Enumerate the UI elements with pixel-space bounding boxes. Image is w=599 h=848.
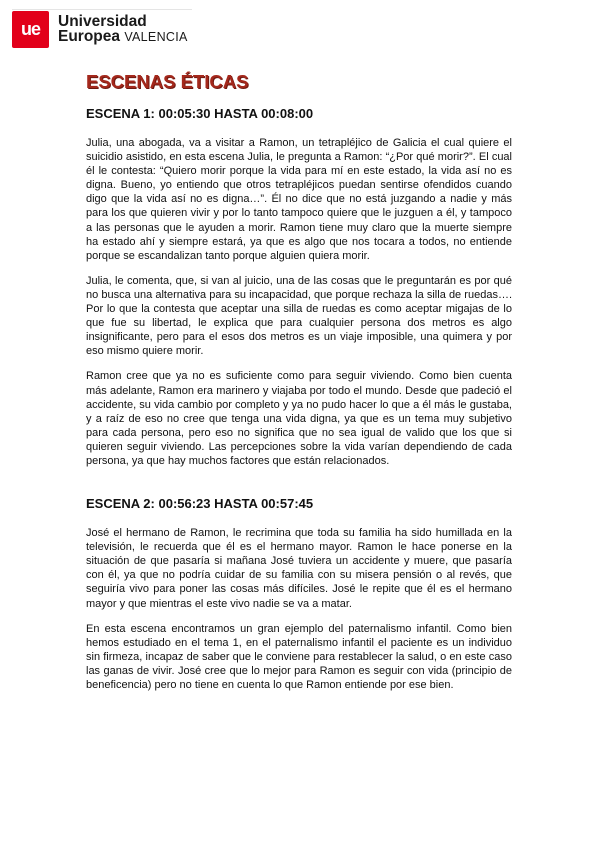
- scene-1-paragraph-3: Ramon cree que ya no es suficiente como para seguir viviendo. Como bien cuenta más adelante, Ramon era marinero y viajaba por todo el mundo. Desde que padeció el accidente, su vida cambio por completo y ya no pudo hacer lo que a él más le gustaba, y a raíz de eso no cree que tenga una vida digna, ya que es un tema muy subjetivo para cada persona, pero eso no significa que no sea igual de valido que los que si quieren seguir viviendo. Las percepciones sobre la vida varían dependiendo de cada persona, ya que hay muchos factores que están relacionados.: [86, 370, 512, 467]
- scene-2-heading: ESCENA 2: 00:56:23 HASTA 00:57:45: [86, 496, 314, 512]
- scene-2-paragraph-2: En esta escena encontramos un gran ejemplo del paternalismo infantil. Como bien hemos estudiado en el tema 1, en el paternalismo infantil el paciente es un individuo sin firmeza, incapaz de saber que le conviene para restablecer la salud, o en este caso las ganas de vivir. José cree que lo mejor para Ramon es seguir con vida (principio de beneficencia) pero no tiene en cuenta lo que Ramon entiende por ese bien.: [86, 622, 512, 691]
- logo-city: VALENCIA: [124, 29, 188, 44]
- university-logo: [12, 10, 188, 48]
- logo-wordmark: [58, 14, 188, 45]
- scene-2-paragraph-1: José el hermano de Ramon, le recrimina que toda su familia ha sido humillada en la televisión, le recuerda que él es el hermano mayor. Ramon le hace ponerse en la situación de que pasaría si mañana José tuviera un accidente y muere, que pasaría con él, ya que no podría cuidar de su familia con su misera pensión o al revés, que seguiría vivo para poner las cosas más difíciles. José le repite que él es el hermano mayor y que mientras el este vivo nadie se va a matar.: [86, 527, 512, 610]
- scene-1-paragraph-1: Julia, una abogada, va a visitar a Ramon, un tetrapléjico de Galicia el cual quiere el suicidio asistido, en esta escena Julia, le pregunta a Ramon: “¿Por qué morir?”. El cual él le contesta: “Quiero morir porque la vida para mí en este estado, la vida así no es digna. Bueno, yo entiendo que otros tetrapléjicos puedan sentirse ofendidos cuando digo que la vida así no es digna…”. Él no dice que no está juzgando a nadie y más para los que quieren vivir y por lo tanto tampoco quiere que le juzguen a él, y tampoco a las personas que le ayuden a morir. Ramon tiene muy claro que la muerte siempre ha estado ahí y siempre estará, ya que es algo que nos tocara a todos, no entiende porque se escandalizan tanto porque alguien quiera morir.: [86, 137, 512, 262]
- logo-line-2: [58, 29, 188, 45]
- logo-line-2-bold: Europea: [58, 27, 121, 45]
- scene-1-paragraph-2: Julia, le comenta, que, si van al juicio, una de las cosas que le preguntarán es por qué no busca una alternativa para su incapacidad, que porque rechaza la silla de ruedas…. Por lo que la contesta que aceptar una silla de ruedas es como aceptar migajas de lo que fue su libertad, le explica que para cualquier persona dos metros es algo insignificante, pero para el esos dos metros es un viaje imposible, una quimera y por eso mismo quiere morir.: [86, 274, 512, 358]
- ue-logo-icon: ue: [12, 11, 49, 48]
- logo-line-1: Universidad: [58, 12, 147, 30]
- scene-1-heading: ESCENA 1: 00:05:30 HASTA 00:08:00: [86, 106, 314, 121]
- document-title: ESCENAS ÉTICAS: [86, 71, 249, 92]
- document-body: [86, 70, 512, 703]
